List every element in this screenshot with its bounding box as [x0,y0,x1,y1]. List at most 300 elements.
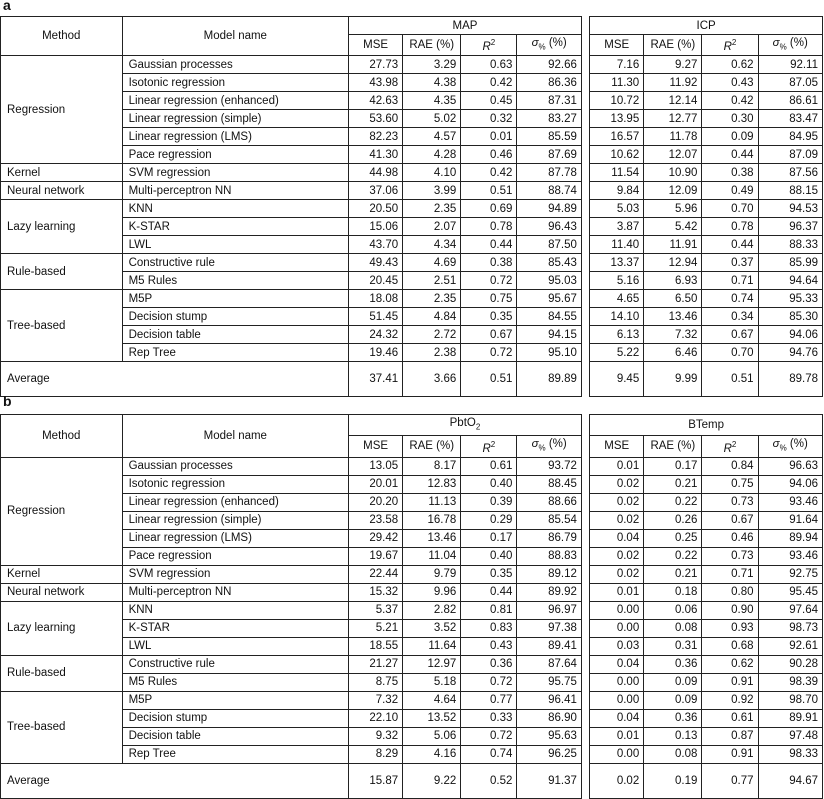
value-cell: 87.31 [517,92,581,110]
value-cell: 92.11 [758,56,822,74]
table-row [1,74,823,92]
value-cell: 5.42 [644,218,702,236]
value-cell: 94.15 [517,326,581,344]
value-cell: 0.69 [461,200,517,218]
table-row [1,200,823,218]
value-cell: 94.06 [758,475,822,493]
rae-header: RAE (%) [403,436,461,457]
table-row [1,56,823,74]
value-cell: 10.90 [644,164,702,182]
value-cell: 9.32 [349,727,403,745]
value-cell: 0.02 [590,565,644,583]
average-value-cell: 9.45 [590,362,644,397]
value-cell: 11.30 [590,74,644,92]
model-name-cell: M5 Rules [122,673,349,691]
value-cell: 0.61 [702,709,758,727]
value-cell: 0.78 [461,218,517,236]
model-name-cell: M5 Rules [122,272,349,290]
model-name-cell: Rep Tree [122,344,349,362]
value-cell: 0.71 [702,272,758,290]
value-cell: 14.10 [590,308,644,326]
value-cell: 4.57 [403,128,461,146]
column-gap [581,763,589,798]
model-name-cell: Decision table [122,326,349,344]
average-value-cell: 9.22 [403,763,461,798]
model-name-cell: Decision stump [122,709,349,727]
column-gap [581,236,589,254]
value-cell: 0.29 [461,511,517,529]
value-cell: 0.03 [590,637,644,655]
average-value-cell: 0.51 [461,362,517,397]
value-cell: 96.97 [517,601,581,619]
column-gap [581,182,589,200]
model-name-cell: SVM regression [122,164,349,182]
value-cell: 4.65 [590,290,644,308]
sigma-subscript: % [538,42,546,52]
value-cell: 0.02 [590,475,644,493]
sigma-subscript: % [779,443,787,453]
value-cell: 98.33 [758,745,822,763]
model-name-cell: Isotonic regression [122,475,349,493]
value-cell: 0.06 [644,601,702,619]
sigma-header [758,35,822,56]
value-cell: 11.13 [403,493,461,511]
value-cell: 2.35 [403,200,461,218]
table-row [1,218,823,236]
column-gap [581,745,589,763]
average-label: Average [1,362,349,397]
table-row [1,110,823,128]
value-cell: 96.63 [758,457,822,475]
value-cell: 11.64 [403,637,461,655]
group-a-header [349,415,582,436]
value-cell: 6.93 [644,272,702,290]
average-value-cell: 0.02 [590,763,644,798]
value-cell: 4.16 [403,745,461,763]
value-cell: 9.27 [644,56,702,74]
model-name-cell: Linear regression (enhanced) [122,92,349,110]
average-value-cell: 37.41 [349,362,403,397]
table-row [1,236,823,254]
table-row [1,637,823,655]
value-cell: 0.38 [461,254,517,272]
value-cell: 8.17 [403,457,461,475]
value-cell: 0.08 [644,745,702,763]
value-cell: 6.46 [644,344,702,362]
value-cell: 88.45 [517,475,581,493]
value-cell: 0.32 [461,110,517,128]
panel-label-b: b [3,393,12,409]
header-row [1,17,823,35]
column-gap [581,56,589,74]
value-cell: 87.09 [758,146,822,164]
results-table-b [0,414,823,799]
column-gap [581,673,589,691]
value-cell: 4.28 [403,146,461,164]
value-cell: 0.71 [702,565,758,583]
value-cell: 0.75 [702,475,758,493]
model-name-cell: LWL [122,236,349,254]
value-cell: 95.67 [517,290,581,308]
method-group-cell: Neural network [1,583,123,601]
value-cell: 0.08 [644,619,702,637]
column-gap [581,637,589,655]
r2-header [461,436,517,457]
value-cell: 0.25 [644,529,702,547]
r2-superscript: 2 [731,38,737,48]
value-cell: 87.64 [517,655,581,673]
method-group-cell: Lazy learning [1,601,123,655]
value-cell: 0.75 [461,290,517,308]
value-cell: 20.01 [349,475,403,493]
average-value-cell: 15.87 [349,763,403,798]
value-cell: 4.35 [403,92,461,110]
value-cell: 11.04 [403,547,461,565]
value-cell: 18.55 [349,637,403,655]
value-cell: 97.38 [517,619,581,637]
table-row [1,529,823,547]
sigma-subscript: % [779,42,787,52]
value-cell: 0.01 [461,128,517,146]
group-a-title: PbtO [449,417,476,429]
value-cell: 83.47 [758,110,822,128]
value-cell: 19.46 [349,344,403,362]
value-cell: 85.54 [517,511,581,529]
value-cell: 13.95 [590,110,644,128]
value-cell: 0.74 [702,290,758,308]
value-cell: 89.41 [517,637,581,655]
value-cell: 92.75 [758,565,822,583]
value-cell: 43.98 [349,74,403,92]
r2-superscript: 2 [490,38,496,48]
value-cell: 12.94 [644,254,702,272]
value-cell: 44.98 [349,164,403,182]
table-row [1,164,823,182]
value-cell: 93.72 [517,457,581,475]
value-cell: 0.02 [590,493,644,511]
value-cell: 0.00 [590,619,644,637]
table-row [1,326,823,344]
value-cell: 88.33 [758,236,822,254]
value-cell: 0.42 [461,74,517,92]
value-cell: 0.87 [702,727,758,745]
value-cell: 7.32 [644,326,702,344]
value-cell: 0.77 [461,691,517,709]
value-cell: 41.30 [349,146,403,164]
value-cell: 49.43 [349,254,403,272]
model-name-cell: Pace regression [122,547,349,565]
value-cell: 85.59 [517,128,581,146]
table-row [1,182,823,200]
average-value-cell: 0.77 [702,763,758,798]
value-cell: 89.91 [758,709,822,727]
value-cell: 0.46 [461,146,517,164]
value-cell: 82.23 [349,128,403,146]
value-cell: 0.04 [590,709,644,727]
value-cell: 0.02 [590,511,644,529]
value-cell: 0.72 [461,272,517,290]
value-cell: 16.57 [590,128,644,146]
value-cell: 88.66 [517,493,581,511]
value-cell: 15.32 [349,583,403,601]
value-cell: 11.40 [590,236,644,254]
value-cell: 0.38 [702,164,758,182]
value-cell: 0.91 [702,745,758,763]
value-cell: 0.21 [644,565,702,583]
value-cell: 96.41 [517,691,581,709]
value-cell: 3.87 [590,218,644,236]
value-cell: 88.15 [758,182,822,200]
group-b-header: ICP [590,17,823,35]
value-cell: 5.03 [590,200,644,218]
panel-label-a: a [3,0,11,13]
column-gap [581,655,589,673]
value-cell: 16.78 [403,511,461,529]
column-gap [581,164,589,182]
model-name-cell: Linear regression (simple) [122,110,349,128]
value-cell: 12.97 [403,655,461,673]
value-cell: 96.37 [758,218,822,236]
model-name-cell: Linear regression (LMS) [122,128,349,146]
value-cell: 0.70 [702,200,758,218]
value-cell: 11.54 [590,164,644,182]
method-header: Method [1,415,123,458]
table-row [1,565,823,583]
column-gap [581,74,589,92]
column-gap [581,110,589,128]
model-name-cell: Multi-perceptron NN [122,583,349,601]
value-cell: 91.64 [758,511,822,529]
value-cell: 98.73 [758,619,822,637]
value-cell: 93.46 [758,547,822,565]
value-cell: 11.78 [644,128,702,146]
model-name-header: Model name [122,415,349,458]
value-cell: 5.18 [403,673,461,691]
value-cell: 86.90 [517,709,581,727]
value-cell: 88.83 [517,547,581,565]
table-row [1,128,823,146]
value-cell: 37.06 [349,182,403,200]
group-a-title: MAP [452,19,478,32]
value-cell: 15.06 [349,218,403,236]
method-group-cell: Kernel [1,565,123,583]
value-cell: 5.16 [590,272,644,290]
sigma-unit: (%) [545,37,567,49]
value-cell: 0.00 [590,673,644,691]
value-cell: 0.42 [702,92,758,110]
value-cell: 89.92 [517,583,581,601]
table-row [1,457,823,475]
value-cell: 12.09 [644,182,702,200]
rae-header: RAE (%) [644,436,702,457]
value-cell: 87.56 [758,164,822,182]
value-cell: 4.84 [403,308,461,326]
value-cell: 18.08 [349,290,403,308]
column-gap [581,308,589,326]
value-cell: 86.61 [758,92,822,110]
value-cell: 0.04 [590,655,644,673]
value-cell: 0.51 [461,182,517,200]
value-cell: 12.83 [403,475,461,493]
value-cell: 4.64 [403,691,461,709]
column-gap [581,128,589,146]
value-cell: 96.25 [517,745,581,763]
average-row [1,763,823,798]
rae-header: RAE (%) [403,35,461,56]
column-gap [581,326,589,344]
value-cell: 0.04 [590,529,644,547]
sigma-header [517,35,581,56]
value-cell: 0.31 [644,637,702,655]
value-cell: 13.46 [403,529,461,547]
value-cell: 2.72 [403,326,461,344]
value-cell: 0.91 [702,673,758,691]
model-name-cell: Decision stump [122,308,349,326]
value-cell: 92.66 [517,56,581,74]
model-name-cell: KNN [122,200,349,218]
table-row [1,344,823,362]
value-cell: 87.78 [517,164,581,182]
sigma-symbol: σ [772,438,780,451]
model-name-cell: Linear regression (simple) [122,511,349,529]
table-row [1,691,823,709]
mse-header: MSE [349,436,403,457]
value-cell: 53.60 [349,110,403,128]
value-cell: 0.44 [461,236,517,254]
average-value-cell: 89.78 [758,362,822,397]
column-gap [581,619,589,637]
value-cell: 0.61 [461,457,517,475]
average-value-cell: 3.66 [403,362,461,397]
value-cell: 27.73 [349,56,403,74]
value-cell: 7.32 [349,691,403,709]
average-value-cell: 91.37 [517,763,581,798]
model-name-cell: Constructive rule [122,254,349,272]
value-cell: 0.78 [702,218,758,236]
value-cell: 96.43 [517,218,581,236]
table-row [1,493,823,511]
value-cell: 0.46 [702,529,758,547]
value-cell: 0.67 [702,326,758,344]
method-group-cell: Rule-based [1,655,123,691]
value-cell: 0.44 [702,236,758,254]
value-cell: 0.62 [702,56,758,74]
value-cell: 90.28 [758,655,822,673]
model-name-cell: Gaussian processes [122,56,349,74]
column-gap [581,218,589,236]
model-name-cell: Decision table [122,727,349,745]
model-name-cell: K-STAR [122,619,349,637]
r2-symbol: R [482,442,491,455]
value-cell: 2.82 [403,601,461,619]
value-cell: 0.22 [644,493,702,511]
column-gap [581,475,589,493]
sigma-unit: (%) [786,37,808,49]
r2-header [702,35,758,56]
method-group-cell: Regression [1,457,123,565]
sigma-unit: (%) [545,438,567,451]
value-cell: 29.42 [349,529,403,547]
value-cell: 6.13 [590,326,644,344]
model-name-cell: Pace regression [122,146,349,164]
value-cell: 89.94 [758,529,822,547]
value-cell: 0.70 [702,344,758,362]
value-cell: 12.07 [644,146,702,164]
method-header: Method [1,17,123,56]
value-cell: 0.40 [461,547,517,565]
value-cell: 42.63 [349,92,403,110]
value-cell: 0.44 [702,146,758,164]
average-label: Average [1,763,349,798]
value-cell: 95.75 [517,673,581,691]
value-cell: 94.53 [758,200,822,218]
table-row [1,272,823,290]
value-cell: 0.39 [461,493,517,511]
value-cell: 4.38 [403,74,461,92]
value-cell: 0.62 [702,655,758,673]
value-cell: 95.63 [517,727,581,745]
average-value-cell: 94.67 [758,763,822,798]
value-cell: 86.36 [517,74,581,92]
value-cell: 0.01 [590,457,644,475]
table-row [1,601,823,619]
value-cell: 84.55 [517,308,581,326]
value-cell: 89.12 [517,565,581,583]
value-cell: 20.20 [349,493,403,511]
value-cell: 0.45 [461,92,517,110]
value-cell: 87.50 [517,236,581,254]
value-cell: 94.64 [758,272,822,290]
value-cell: 94.89 [517,200,581,218]
value-cell: 92.61 [758,637,822,655]
table-row [1,511,823,529]
value-cell: 95.45 [758,583,822,601]
group-a-header [349,17,582,35]
table-row [1,146,823,164]
model-name-cell: Linear regression (enhanced) [122,493,349,511]
value-cell: 13.05 [349,457,403,475]
value-cell: 0.01 [590,727,644,745]
column-gap [581,92,589,110]
value-cell: 5.37 [349,601,403,619]
table-row [1,745,823,763]
table-row [1,290,823,308]
value-cell: 0.80 [702,583,758,601]
value-cell: 0.30 [702,110,758,128]
value-cell: 5.21 [349,619,403,637]
table-row [1,727,823,745]
value-cell: 0.00 [590,601,644,619]
value-cell: 8.75 [349,673,403,691]
r2-symbol: R [723,41,732,54]
group-a-subscript: 2 [475,422,481,432]
r2-header [702,436,758,457]
value-cell: 0.35 [461,565,517,583]
table-row [1,583,823,601]
value-cell: 0.18 [644,583,702,601]
sigma-header [758,436,822,457]
value-cell: 88.74 [517,182,581,200]
model-name-cell: Linear regression (LMS) [122,529,349,547]
group-b-header: BTemp [590,415,823,436]
model-name-cell: M5P [122,290,349,308]
value-cell: 0.67 [461,326,517,344]
r2-header [461,35,517,56]
value-cell: 0.43 [702,74,758,92]
average-value-cell: 9.99 [644,362,702,397]
value-cell: 19.67 [349,547,403,565]
column-gap [581,511,589,529]
